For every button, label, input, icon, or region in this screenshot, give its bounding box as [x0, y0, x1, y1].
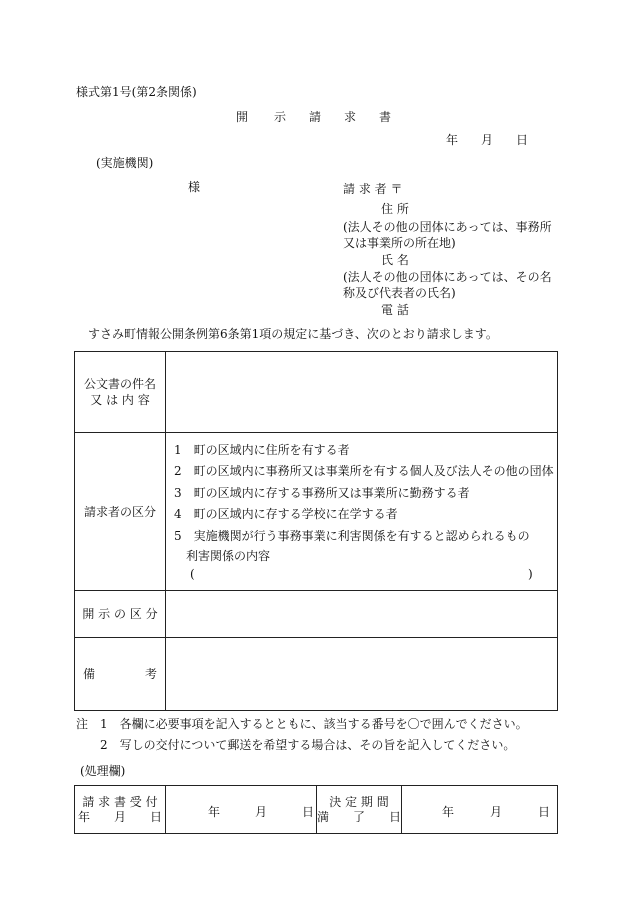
agency-label: (実施機関)	[96, 156, 154, 170]
category-option[interactable]: 4 町の区域内に存する学校に在学する者	[174, 507, 398, 521]
name-note-line1: (法人その他の団体にあっては、その名	[343, 270, 552, 284]
request-table	[74, 351, 558, 711]
category-option[interactable]: 2 町の区域内に事務所又は事業所を有する個人及び法人その他の団体	[174, 464, 554, 478]
received-date-cell[interactable]	[166, 786, 317, 834]
interest-paren-open: (	[190, 567, 195, 581]
category-options-cell[interactable]	[166, 433, 558, 591]
title-char: 開	[236, 110, 249, 124]
address-label: 住 所	[381, 202, 409, 216]
table-row	[75, 352, 558, 433]
deadline-label-line2: 満 了 日	[317, 809, 402, 824]
remarks-input-cell[interactable]	[166, 638, 558, 711]
disclosure-label-cell	[75, 591, 166, 638]
category-option[interactable]: 1 町の区域内に住所を有する者	[174, 443, 350, 457]
processing-heading: (処理欄)	[80, 764, 126, 778]
deadline-day: 日	[538, 804, 551, 819]
deadline-month: 月	[490, 804, 503, 819]
table-row	[75, 433, 558, 591]
interest-label: 利害関係の内容	[186, 549, 271, 563]
address-note-line1: (法人その他の団体にあっては、事務所	[343, 220, 552, 234]
requester-label: 請 求 者 〒	[343, 182, 403, 196]
name-note-line2: 称及び代表者の氏名)	[343, 286, 456, 300]
note-2: 2 写しの交付について郵送を希望する場合は、その旨を記入してください。	[100, 738, 516, 752]
remarks-label-b: 考	[144, 667, 157, 681]
table-row	[75, 786, 558, 834]
intro-text: すさみ町情報公開条例第6条第1項の規定に基づき、次のとおり請求します。	[88, 327, 498, 341]
subject-label-line1: 公文書の件名	[83, 377, 156, 391]
address-note-line2: 又は事業所の所在地)	[343, 236, 456, 250]
remarks-label-a: 備	[83, 667, 96, 681]
disclosure-label: 開 示 の 区 分	[82, 607, 158, 621]
subject-label-line2: 又 は 内 容	[90, 393, 150, 407]
title-char: 書	[379, 110, 392, 124]
sama-label: 様	[188, 180, 201, 194]
subject-input-cell[interactable]	[166, 352, 558, 433]
date-day: 日	[516, 133, 529, 147]
date-month: 月	[481, 133, 494, 147]
form-number: 様式第1号(第2条関係)	[76, 85, 197, 99]
deadline-year: 年	[442, 804, 455, 819]
table-row	[75, 591, 558, 638]
deadline-label-line1: 決 定 期 間	[329, 794, 389, 809]
remarks-label-cell	[75, 638, 166, 711]
received-day: 日	[302, 804, 315, 819]
category-label: 請求者の区分	[83, 504, 156, 519]
table-row	[75, 638, 558, 711]
processing-table	[74, 785, 558, 834]
received-month: 月	[255, 804, 268, 819]
received-label-line1: 請 求 書 受 付	[82, 794, 158, 809]
received-year: 年	[208, 804, 221, 819]
date-year: 年	[446, 133, 459, 147]
category-option[interactable]: 5 実施機関が行う事務事業に利害関係を有すると認められるもの	[174, 529, 530, 543]
interest-paren-close: )	[528, 567, 533, 581]
category-option[interactable]: 3 町の区域内に存する事務所又は事業所に勤務する者	[174, 486, 470, 500]
deadline-label-cell	[317, 786, 402, 834]
title-char: 請	[309, 110, 322, 124]
name-label: 氏 名	[381, 253, 409, 267]
deadline-date-cell[interactable]	[402, 786, 558, 834]
received-label-line2: 年 月 日	[77, 809, 162, 824]
phone-label: 電 話	[381, 303, 409, 317]
category-label-cell	[75, 433, 166, 591]
note-1: 注 1 各欄に必要事項を記入するとともに、該当する番号を〇で囲んでください。	[76, 717, 528, 731]
disclosure-input-cell[interactable]	[166, 591, 558, 638]
title-char: 求	[344, 110, 357, 124]
received-label-cell	[75, 786, 166, 834]
title-char: 示	[274, 110, 287, 124]
subject-label-cell	[75, 352, 166, 433]
